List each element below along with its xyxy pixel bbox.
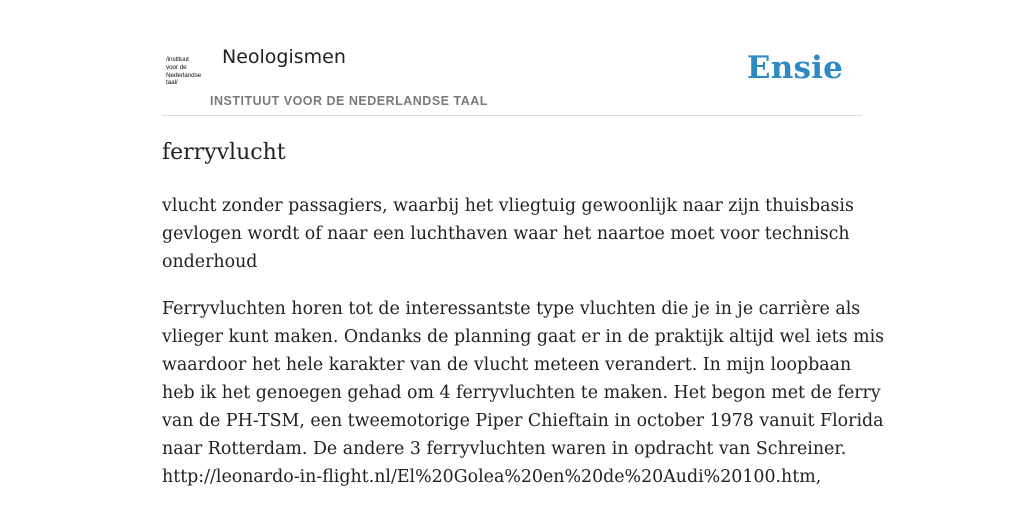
source-name[interactable]: Neologismen bbox=[222, 46, 346, 68]
example-line: naar Rotterdam. De andere 3 ferryvluchten waren in opdracht van Schreiner. bbox=[162, 439, 847, 459]
ivdnt-logo[interactable] bbox=[166, 56, 210, 87]
logo-line: voor de bbox=[166, 63, 187, 71]
definition-line: vlucht zonder passagiers, waarbij het vliegtuig gewoonlijk naar zijn thuisbasis bbox=[162, 196, 854, 216]
logo-line: /instituut bbox=[166, 56, 189, 63]
example-line: vlieger kunt maken. Ondanks de planning gaat er in de praktijk altijd wel iets mis bbox=[162, 327, 885, 347]
entry-example bbox=[162, 295, 885, 491]
example-line: waardoor het hele karakter van de vlucht meteen verandert. In mijn loopbaan bbox=[162, 355, 852, 375]
logo-line: Nederlandse bbox=[166, 71, 202, 79]
definition-line: onderhoud bbox=[162, 252, 258, 272]
source-url[interactable]: http://leonardo-in-flight.nl/El%20Golea%20en%20de%20Audi%20100.htm, bbox=[162, 467, 822, 487]
example-line: Ferryvluchten horen tot de interessantste type vluchten die je in je carrière als bbox=[162, 299, 861, 319]
example-line: van de PH-TSM, een tweemotorige Piper Chieftain in october 1978 vanuit Florida bbox=[162, 411, 884, 431]
logo-line: taal/ bbox=[166, 79, 178, 87]
entry-term: ferryvlucht bbox=[162, 140, 286, 165]
header-divider bbox=[162, 115, 862, 116]
definition-line: gevlogen wordt of naar een luchthaven waar het naartoe moet voor technisch bbox=[162, 224, 850, 244]
example-line: heb ik het genoegen gehad om 4 ferryvluchten te maken. Het begon met de ferry bbox=[162, 383, 881, 403]
ensie-logo[interactable]: Ensie bbox=[746, 50, 843, 86]
entry-definition bbox=[162, 192, 864, 276]
organization-name: INSTITUUT VOOR DE NEDERLANDSE TAAL bbox=[210, 94, 488, 108]
